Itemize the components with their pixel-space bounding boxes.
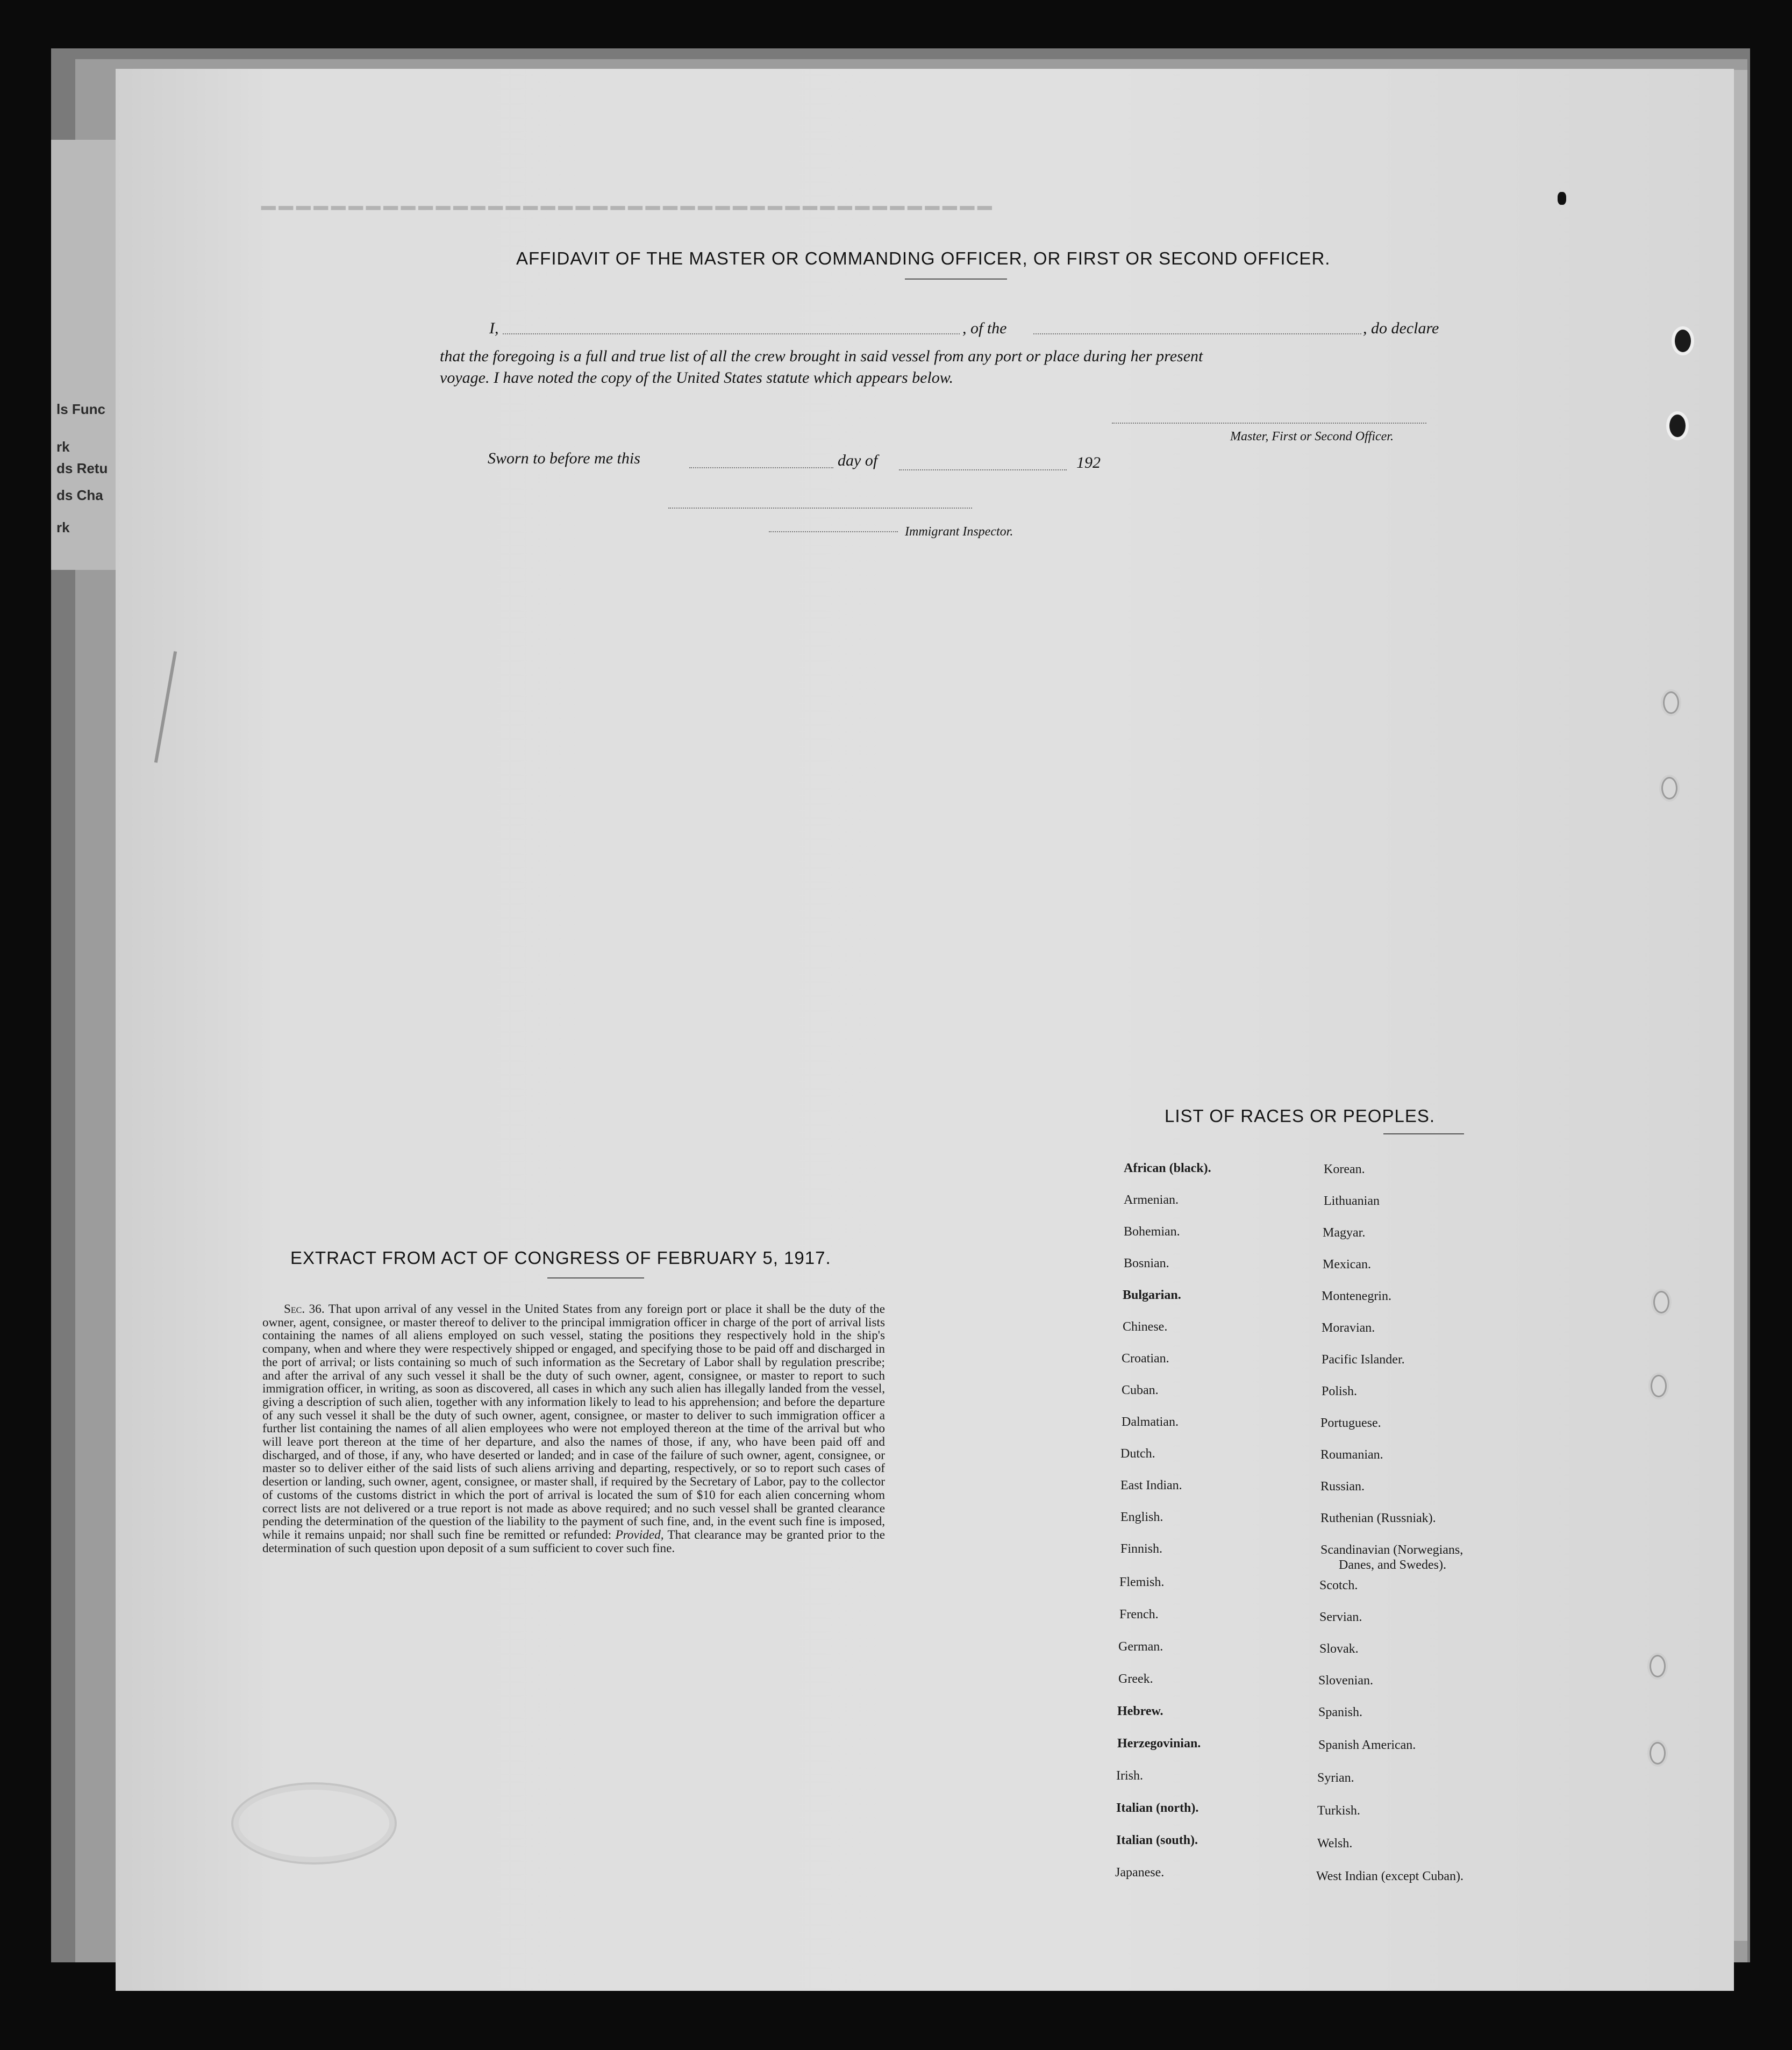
race-item: Flemish. xyxy=(1119,1575,1165,1589)
name-blank-line xyxy=(503,333,960,334)
statute-proviso: That clearance may be granted prior to the determination of such question upon deposit of a sum sufficient to cover such fine. xyxy=(262,1527,885,1555)
affidavit-declare: , do declare xyxy=(1363,319,1439,337)
race-item: Danes, and Swedes). xyxy=(1339,1558,1446,1572)
race-item: Herzegovinian. xyxy=(1117,1737,1201,1751)
faded-stamp xyxy=(231,1782,397,1865)
race-item: English. xyxy=(1120,1510,1163,1524)
race-item: Mexican. xyxy=(1323,1258,1371,1272)
vessel-blank-line xyxy=(1033,333,1361,334)
race-item: Slovenian. xyxy=(1318,1674,1373,1688)
race-item: Scandinavian (Norwegians, xyxy=(1320,1543,1463,1557)
race-item: Irish. xyxy=(1116,1769,1143,1783)
race-item: Italian (north). xyxy=(1116,1801,1199,1815)
day-of-text: day of xyxy=(838,452,878,469)
race-item: Cuban. xyxy=(1122,1383,1159,1397)
affidavit-line2: that the foregoing is a full and true list of all the crew brought in said vessel from any port or place during her present xyxy=(440,347,1203,365)
punch-hole-reinforcement xyxy=(1653,1291,1669,1313)
race-item: Spanish American. xyxy=(1318,1738,1416,1752)
inspector-blank-line-2 xyxy=(769,531,898,532)
races-title: LIST OF RACES OR PEOPLES. xyxy=(1165,1106,1436,1126)
race-item: Moravian. xyxy=(1322,1321,1375,1335)
race-item: East Indian. xyxy=(1120,1478,1182,1492)
race-item: African (black). xyxy=(1124,1161,1211,1175)
strip-text: rk xyxy=(56,439,70,455)
race-item: Syrian. xyxy=(1317,1771,1354,1785)
title-underline xyxy=(905,278,1007,280)
affidavit-of-the: , of the xyxy=(962,319,1007,337)
race-item: Turkish. xyxy=(1317,1804,1360,1818)
strip-text: ds Retu xyxy=(56,460,108,476)
race-item: Ruthenian (Russniak). xyxy=(1320,1511,1436,1525)
race-item: Italian (south). xyxy=(1116,1833,1198,1847)
punch-hole-reinforcement xyxy=(1651,1375,1667,1397)
race-item: Spanish. xyxy=(1318,1705,1363,1719)
punch-hole xyxy=(1675,330,1691,352)
race-item: Russian. xyxy=(1320,1480,1365,1494)
extract-title: EXTRACT FROM ACT OF CONGRESS OF FEBRUARY 5, 1917. xyxy=(290,1248,831,1268)
extract-title-underline xyxy=(547,1277,644,1278)
punch-hole-reinforcement xyxy=(1650,1655,1666,1677)
race-item: West Indian (except Cuban). xyxy=(1316,1869,1463,1883)
month-blank-line xyxy=(899,469,1067,470)
inspector-caption: Immigrant Inspector. xyxy=(905,525,1013,539)
race-item: Dutch. xyxy=(1120,1447,1155,1461)
bleed-through-text: ━━━━━━━━━━━━━━━━━━━━━━━━━━━━━━━━━━━━━━━━━━ xyxy=(258,195,992,222)
punch-hole-reinforcement xyxy=(1650,1742,1666,1765)
statute-body: That upon arrival of any vessel in the United States from any foreign port or place it shall be the duty of the owner, agent, consignee, or master thereof to deliver to the principal immigration officer in charge of the port of arrival lists containing the names of all aliens employed on such vessel, stating the positions they respectively hold in the ship's company, when and where they were respectively shipped or engaged, and specifying those to be paid off and discharged in the port of arrival; or lists containing so much of such information as the Secretary of Labor shall by regulation prescribe; and after the arrival of any such vessel it shall be the duty of such owner, agent, consignee, or master to report to such immigration officer, in writing, as soon as discovered, all cases in which any such alien has illegally landed from the vessel, giving a description of such alien, together with any information likely to lead to his apprehension; and before the departure of any such vessel it shall be the duty of such owner, agent, consignee, or master to deliver to such immigration officer a further list containing the names of all alien employees who were not employed thereon at the time of the arrival but who will leave port thereon at the time of her departure, and also the names of those, if any, who have been paid off and discharged, and of those, if any, who have deserted or landed; and in case of the failure of such owner, agent, consignee, or master so to deliver either of the said lists of such aliens arriving and departing, respectively, or so to report such cases of desertion or landing, such owner, agent, consignee, or master shall, if required by the Secretary of Labor, pay to the collector of customs of the customs district in which the port of arrival is located the sum of $10 for each alien concerning whom correct lists are not delivered or a true report is not made as above required; and no such vessel shall be granted clearance pending the determination of the question of the liability to the payment of such fine, and, in the event such fine is imposed, while it remains unpaid; nor shall such fine be remitted or refunded: xyxy=(262,1302,885,1542)
inspector-blank-line xyxy=(668,508,972,509)
affidavit-i: I, xyxy=(489,319,499,337)
race-item: Servian. xyxy=(1319,1610,1362,1624)
race-item: Polish. xyxy=(1322,1384,1358,1398)
punch-hole xyxy=(1669,415,1686,437)
race-item: Pacific Islander. xyxy=(1322,1353,1405,1367)
race-item: German. xyxy=(1118,1640,1163,1654)
race-item: Japanese. xyxy=(1115,1866,1165,1880)
race-item: Chinese. xyxy=(1123,1320,1168,1334)
races-title-underline xyxy=(1383,1133,1464,1134)
race-item: Bulgarian. xyxy=(1123,1288,1181,1302)
provided-word: Provided, xyxy=(615,1527,664,1542)
race-item: Montenegrin. xyxy=(1322,1289,1391,1303)
race-item: Welsh. xyxy=(1317,1837,1353,1851)
affidavit-title: AFFIDAVIT OF THE MASTER OR COMMANDING OFFICER, OR FIRST OR SECOND OFFICER. xyxy=(516,248,1331,268)
race-item: Slovak. xyxy=(1319,1642,1359,1656)
strip-text: ds Cha xyxy=(56,487,103,503)
punch-hole-reinforcement xyxy=(1663,691,1679,714)
race-item: Bosnian. xyxy=(1124,1256,1169,1270)
race-item: Scotch. xyxy=(1319,1578,1358,1592)
race-item: Croatian. xyxy=(1122,1352,1169,1366)
race-item: Magyar. xyxy=(1323,1226,1366,1240)
punch-hole-reinforcement xyxy=(1661,777,1677,799)
race-item: Armenian. xyxy=(1124,1193,1179,1207)
race-item: Hebrew. xyxy=(1117,1704,1163,1718)
day-blank-line xyxy=(689,467,833,468)
race-item: Greek. xyxy=(1118,1672,1153,1686)
ink-mark xyxy=(1558,192,1566,205)
sworn-text: Sworn to before me this xyxy=(488,449,640,467)
signature-caption: Master, First or Second Officer. xyxy=(1230,430,1394,444)
strip-text: ls Func xyxy=(56,401,106,417)
race-item: Dalmatian. xyxy=(1122,1415,1179,1429)
race-item: Portuguese. xyxy=(1320,1416,1381,1430)
race-item: Bohemian. xyxy=(1124,1225,1180,1239)
signature-blank-line xyxy=(1112,423,1426,424)
section-number: Sec. 36. xyxy=(284,1302,325,1316)
statute-text xyxy=(262,1303,885,1555)
race-item: French. xyxy=(1119,1608,1159,1622)
race-item: Korean. xyxy=(1324,1162,1365,1176)
strip-text: rk xyxy=(56,519,70,535)
race-item: Finnish. xyxy=(1120,1542,1163,1556)
year-prefix: 192 xyxy=(1076,454,1101,472)
race-item: Lithuanian xyxy=(1324,1194,1380,1208)
race-item: Roumanian. xyxy=(1320,1448,1383,1462)
affidavit-line3: voyage. I have noted the copy of the United States statute which appears below. xyxy=(440,369,954,387)
